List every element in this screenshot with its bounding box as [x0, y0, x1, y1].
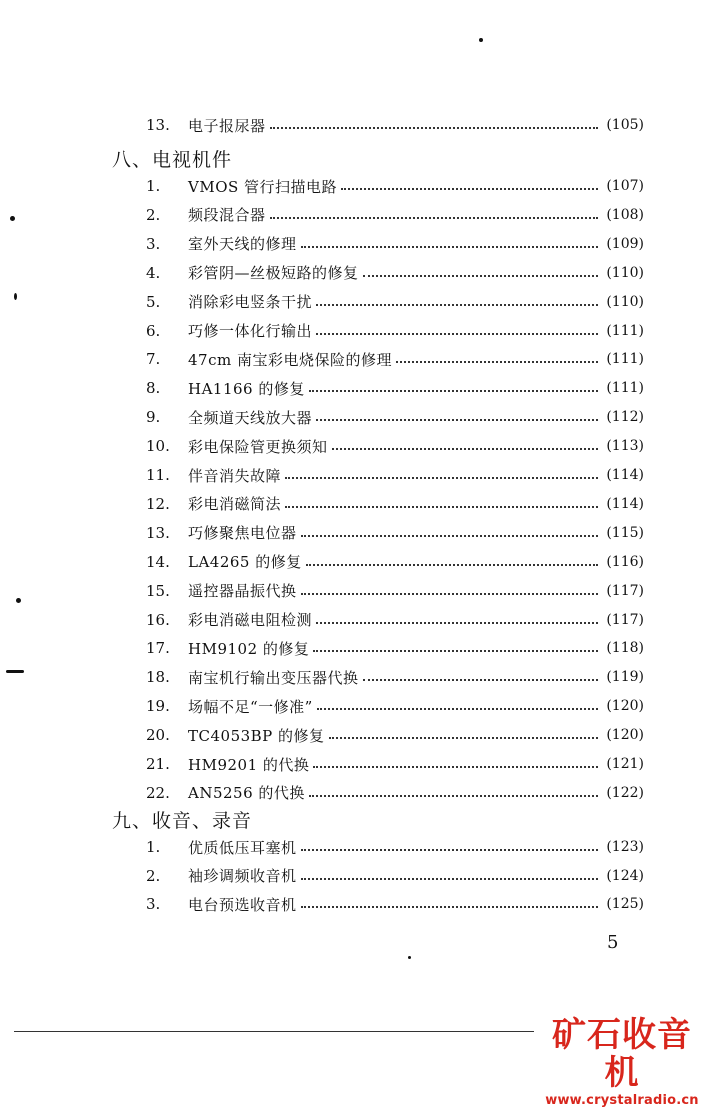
entry-page: (118) — [606, 640, 644, 657]
entry-title: AN5256 的代换 — [188, 784, 305, 803]
footer-rule — [14, 1031, 534, 1032]
entry-title: 消除彩电竖条干扰 — [188, 293, 313, 312]
entry-number: 11. — [146, 466, 170, 484]
dot-leader — [285, 506, 598, 508]
entry-page: (108) — [606, 206, 644, 223]
dot-leader — [301, 906, 598, 908]
entry-title: 彩电消磁简法 — [188, 495, 282, 514]
toc-entry — [146, 666, 644, 688]
entry-page: (105) — [606, 117, 644, 133]
toc-entry — [146, 262, 644, 284]
toc-entry — [146, 114, 644, 136]
entry-number: 20. — [146, 726, 170, 745]
entry-title: 巧修一体化行输出 — [188, 322, 313, 340]
toc-entry — [146, 320, 644, 342]
dot-leader — [316, 304, 598, 306]
entry-title: 频段混合器 — [188, 206, 266, 225]
entry-page: (116) — [606, 553, 644, 570]
entry-page: (110) — [606, 293, 644, 310]
entry-title: HM9102 的修复 — [188, 639, 310, 658]
toc-entry — [146, 637, 644, 659]
toc-entry — [146, 609, 644, 631]
entry-page: (120) — [606, 727, 644, 744]
entry-page: (117) — [606, 582, 644, 599]
entry-number: 8. — [146, 379, 161, 398]
entry-number: 3. — [146, 895, 161, 913]
entry-number: 2. — [146, 205, 161, 224]
entry-title: TC4053BP 的修复 — [188, 726, 325, 745]
watermark-name: 矿石收音机 — [552, 1015, 692, 1093]
entry-page: (110) — [606, 264, 644, 281]
toc-entry — [146, 435, 644, 457]
entry-number: 2. — [146, 866, 161, 885]
dot-leader — [316, 333, 598, 335]
dot-leader — [309, 390, 598, 392]
scan-speck — [10, 216, 15, 221]
entry-page: (111) — [606, 380, 644, 397]
entry-title: 室外天线的修理 — [188, 235, 297, 254]
dot-leader — [363, 679, 598, 681]
entry-number: 14. — [146, 552, 170, 571]
entry-page: (119) — [606, 669, 644, 686]
entry-page: (107) — [606, 178, 644, 194]
entry-title: 优质低压耳塞机 — [188, 838, 297, 857]
entry-title: HA1166 的修复 — [188, 379, 305, 398]
scan-speck — [408, 956, 411, 959]
entry-title: 遥控器晶振代换 — [188, 582, 297, 601]
toc-entry — [146, 893, 644, 915]
entry-title: 47cm 南宝彩电烧保险的修理 — [188, 350, 392, 369]
entry-title: 巧修聚焦电位器 — [188, 524, 297, 543]
toc-entry — [146, 377, 644, 399]
entry-title: 彩管阴—丝极短路的修复 — [188, 264, 359, 283]
toc-entry — [146, 753, 644, 775]
entry-number: 12. — [146, 494, 170, 513]
entry-page: (123) — [606, 839, 644, 855]
toc-entry — [146, 782, 644, 804]
entry-page: (121) — [606, 756, 644, 772]
dot-leader — [309, 795, 598, 797]
entry-page: (114) — [606, 495, 644, 512]
entry-page: (112) — [606, 409, 644, 426]
entry-number: 5. — [146, 292, 161, 311]
entry-page: (113) — [606, 438, 644, 455]
dot-leader — [270, 217, 598, 219]
entry-number: 4. — [146, 263, 161, 282]
dot-leader — [285, 477, 598, 479]
entry-page: (117) — [606, 611, 644, 628]
toc-entry — [146, 406, 644, 428]
scan-speck — [14, 293, 17, 300]
scan-speck — [479, 38, 483, 42]
entry-title: 南宝机行输出变压器代换 — [188, 668, 359, 687]
entry-number: 18. — [146, 668, 170, 687]
entry-number: 13. — [146, 116, 170, 134]
scan-speck — [6, 670, 24, 673]
dot-leader — [301, 535, 598, 537]
dot-leader — [313, 650, 598, 652]
dot-leader — [341, 188, 598, 190]
toc-entry — [146, 348, 644, 370]
entry-number: 19. — [146, 697, 170, 716]
dot-leader — [329, 737, 598, 739]
dot-leader — [317, 708, 598, 710]
entry-title: LA4265 的修复 — [188, 553, 302, 572]
toc-entry — [146, 580, 644, 602]
watermark-url: www.crystalradio.cn — [545, 1093, 699, 1108]
entry-number: 9. — [146, 408, 161, 427]
entry-page: (124) — [606, 867, 644, 884]
page-number: 5 — [607, 932, 619, 953]
dot-leader — [306, 564, 598, 566]
entry-page: (122) — [606, 784, 644, 801]
entry-number: 6. — [146, 321, 161, 340]
scan-speck — [16, 598, 21, 603]
toc-entry — [146, 493, 644, 515]
toc-entry — [146, 291, 644, 313]
dot-leader — [396, 361, 598, 363]
dot-leader — [332, 448, 598, 450]
entry-page: (115) — [606, 524, 644, 541]
entry-page: (114) — [606, 467, 644, 483]
entry-title: 场幅不足“一修准” — [188, 697, 313, 716]
entry-number: 1. — [146, 177, 161, 195]
toc-entry — [146, 724, 644, 746]
entry-page: (120) — [606, 698, 644, 715]
toc-entry — [146, 175, 644, 197]
entry-title: HM9201 的代换 — [188, 755, 310, 774]
entry-number: 17. — [146, 639, 170, 658]
toc-entry — [146, 695, 644, 717]
entry-title: 彩电保险管更换须知 — [188, 437, 328, 456]
dot-leader — [301, 878, 598, 880]
toc-entry — [146, 522, 644, 544]
entry-number: 3. — [146, 234, 161, 253]
dot-leader — [301, 593, 598, 595]
watermark-logo — [536, 1016, 708, 1110]
entry-number: 16. — [146, 610, 170, 629]
toc-entry — [146, 836, 644, 858]
entry-title: 电子报尿器 — [188, 116, 266, 135]
toc-entry — [146, 233, 644, 255]
entry-number: 15. — [146, 581, 170, 600]
toc-entry — [146, 204, 644, 226]
dot-leader — [316, 622, 598, 624]
dot-leader — [313, 766, 598, 768]
entry-title: 全频道天线放大器 — [188, 408, 313, 427]
entry-number: 22. — [146, 783, 170, 802]
entry-title: 电台预选收音机 — [188, 895, 297, 914]
toc-entry — [146, 464, 644, 486]
dot-leader — [363, 275, 598, 277]
toc-entry — [146, 551, 644, 573]
entry-number: 7. — [146, 350, 161, 369]
entry-number: 1. — [146, 838, 161, 856]
entry-title: 彩电消磁电阻检测 — [188, 611, 313, 629]
entry-title: 伴音消失故障 — [188, 466, 282, 485]
dot-leader — [270, 127, 598, 129]
entry-number: 10. — [146, 437, 170, 456]
section-heading: 八、电视机件 — [112, 149, 233, 171]
entry-title: 袖珍调频收音机 — [188, 867, 297, 885]
dot-leader — [316, 419, 598, 421]
toc-entry — [146, 865, 644, 887]
entry-page: (111) — [606, 351, 644, 368]
dot-leader — [301, 849, 598, 851]
entry-page: (125) — [606, 896, 644, 912]
entry-number: 13. — [146, 523, 170, 542]
section-heading: 九、收音、录音 — [112, 810, 253, 832]
entry-page: (109) — [606, 235, 644, 252]
entry-number: 21. — [146, 755, 170, 773]
entry-page: (111) — [606, 322, 644, 339]
dot-leader — [301, 246, 598, 248]
entry-title: VMOS 管行扫描电路 — [188, 177, 338, 196]
